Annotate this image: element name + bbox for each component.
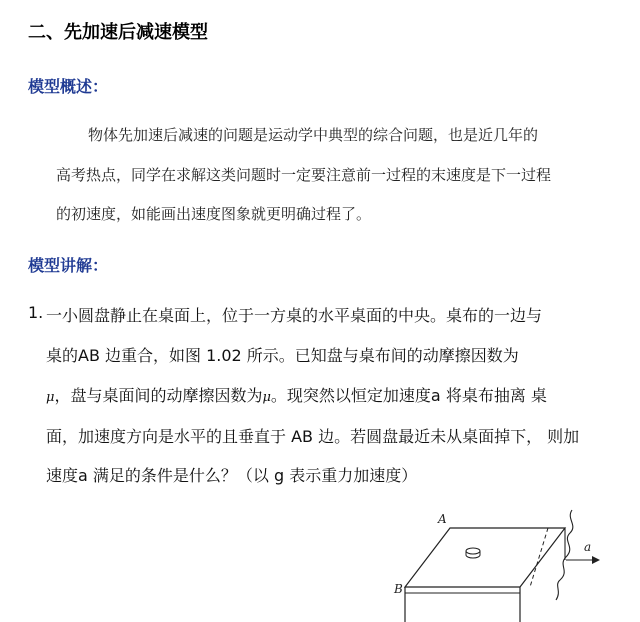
mu-symbol: μ	[46, 390, 55, 405]
cloth-wavy-edge	[556, 510, 573, 600]
mu-symbol: μ	[262, 390, 271, 405]
problem-line: 面，加速度方向是水平的且垂直于 AB 边。若圆盘最近未从桌面掉下， 则加	[46, 427, 580, 446]
cloth-dashed-edge	[530, 528, 548, 587]
acceleration-arrow-head	[592, 556, 600, 564]
problem-text: ，盘与桌面间的动摩擦因数为	[54, 386, 263, 405]
overview-line: 物体先加速后减速的问题是运动学中典型的综合问题，也是近几年的	[88, 126, 539, 144]
problem-number: 1.	[28, 303, 44, 322]
problem-text: 。现突然以恒定加速度a 将桌布抽离 桌	[270, 386, 547, 405]
overview-line: 的初速度，如能画出速度图象就更明确过程了。	[56, 205, 372, 223]
label-B: B	[394, 582, 403, 596]
section-title: 二、先加速后减速模型	[28, 22, 208, 43]
lecture-heading: 模型讲解：	[28, 256, 109, 275]
label-A: A	[438, 512, 447, 526]
problem-line: 桌的AB 边重合，如图 1.02 所示。已知盘与桌布间的动摩擦因数为	[46, 346, 519, 365]
table-figure	[390, 505, 610, 622]
table-top-outline	[405, 528, 565, 587]
disc-top	[466, 548, 480, 554]
overview-line: 高考热点，同学在求解这类问题时一定要注意前一过程的末速度是下一过程	[56, 166, 552, 184]
problem-line: 速度a 满足的条件是什么？（以 g 表示重力加速度）	[46, 466, 418, 485]
problem-line	[46, 383, 547, 406]
label-a: a	[584, 540, 592, 554]
overview-heading: 模型概述：	[28, 77, 109, 96]
problem-line: 一小圆盘静止在桌面上，位于一方桌的水平桌面的中央。桌布的一边与	[46, 306, 543, 325]
